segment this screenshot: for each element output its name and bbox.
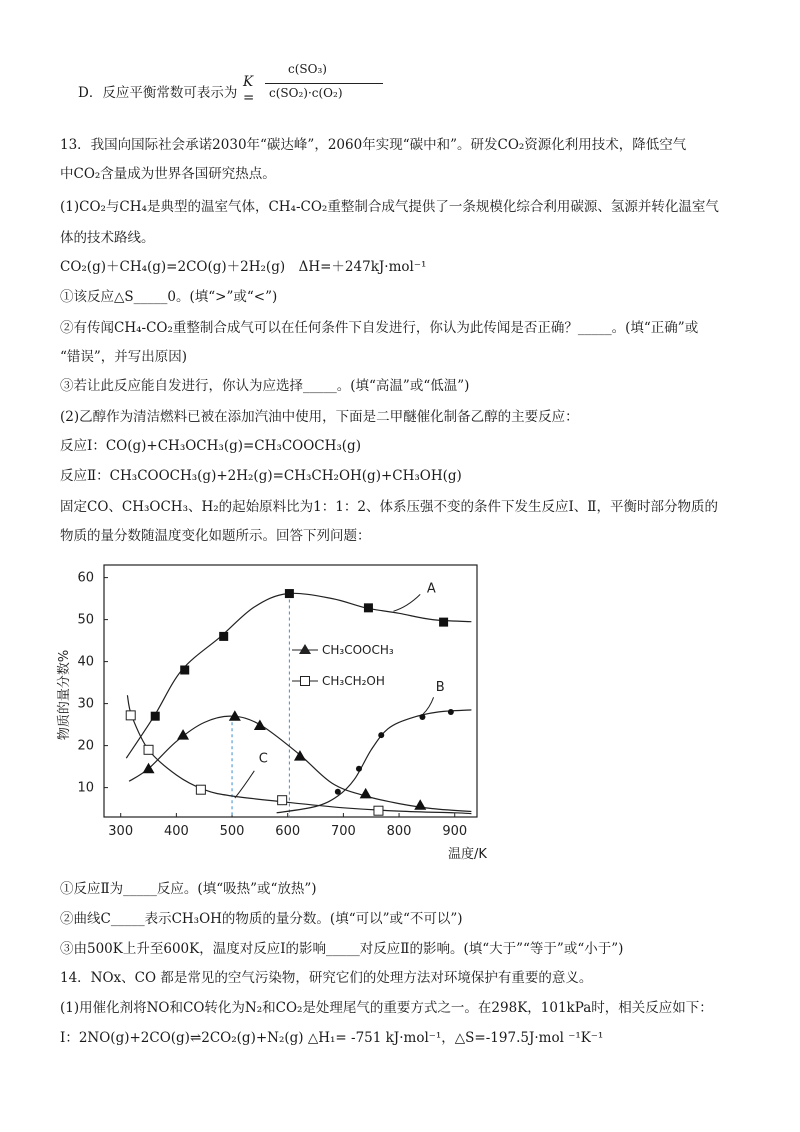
- k-symbol: K =: [243, 74, 255, 106]
- marker-series-4-point-4: [419, 714, 425, 720]
- option-d: [78, 84, 237, 102]
- q13-after3: ③由500K上升至600K，温度对反应Ⅰ的影响_____对反应Ⅱ的影响。(填“大于”“等于”或“小于”): [60, 941, 624, 957]
- x-axis-label: 温度/K: [448, 847, 487, 862]
- y-tick-label-50: 50: [77, 612, 94, 628]
- marker-series-2-point-4: [254, 719, 266, 730]
- x-tick-label-300: 300: [108, 824, 134, 839]
- marker-series-1-point-3: [219, 632, 228, 641]
- x-tick-label-600: 600: [275, 824, 301, 839]
- marker-series-4-point-3: [378, 732, 384, 738]
- x-tick-label-900: 900: [442, 824, 468, 839]
- q13-sub2-line1: ②有传闻CH₄-CO₂重整制合成气可以在任何条件下自发进行，你认为此传闻是否正确？_____。(填“正确”或: [60, 320, 699, 336]
- marker-series-1-point-1: [151, 712, 160, 721]
- y-tick-label-30: 30: [77, 696, 94, 712]
- marker-series-1-point-6: [439, 618, 448, 627]
- y-axis-label: 物质的量分数%: [57, 649, 72, 741]
- curve-series-4: [277, 710, 472, 813]
- marker-series-3-point-2: [144, 745, 153, 754]
- marker-series-4-point-5: [448, 709, 454, 715]
- q13-part1-line2: 体的技术路线。: [60, 230, 155, 246]
- curve-series-1: [126, 593, 471, 758]
- label-leader-c: [235, 771, 254, 798]
- q13-reaction2: 反应Ⅱ：CH₃COOCH₃(g)+2H₂(g)=CH₃CH₂OH(g)+CH₃OH(g): [60, 468, 462, 484]
- q13-part1-line1: (1)CO₂与CH₄是典型的温室气体，CH₄-CO₂重整制合成气提供了一条规模化综合利用碳源、氢源并转化温室气: [60, 199, 719, 215]
- marker-series-3-point-1: [126, 711, 135, 720]
- marker-series-1-point-5: [364, 603, 373, 612]
- legend-marker-ch3cooch3: [299, 644, 311, 654]
- q13-intro-line2: 中CO₂含量成为世界各国研究热点。: [60, 166, 276, 182]
- x-tick-label-400: 400: [163, 824, 189, 839]
- q14-line1: 14．NOx、CO 都是常见的空气污染物，研究它们的处理方法对环境保护有重要的意义。: [60, 970, 593, 986]
- q13-intro-line1: 13．我国向国际社会承诺2030年“碳达峰”，2060年实现“碳中和”。研发CO₂资源化利用技术，降低空气: [60, 137, 687, 153]
- label-leader-b: [423, 697, 434, 714]
- marker-series-4-point-1: [335, 789, 341, 795]
- fraction-bar: [265, 83, 383, 84]
- marker-series-3-point-3: [196, 785, 205, 794]
- q13-after1: ①反应Ⅱ为_____反应。(填“吸热”或“放热”): [60, 881, 317, 897]
- x-tick-label-800: 800: [386, 824, 412, 839]
- curve-label-a: A: [426, 581, 436, 597]
- x-tick-label-700: 700: [330, 824, 356, 839]
- q14-line3: Ⅰ：2NO(g)+2CO(g)⇌2CO₂(g)+N₂(g) △H₁= -751 kJ·mol⁻¹，△S=-197.5J·mol ⁻¹K⁻¹: [60, 1030, 604, 1046]
- y-tick-label-10: 10: [77, 780, 94, 796]
- fraction-denominator: c(SO₂)·c(O₂): [269, 86, 343, 100]
- legend-label-ch3cooch3: CH₃COOCH₃: [322, 643, 394, 657]
- marker-series-1-point-2: [180, 666, 189, 675]
- x-tick-label-500: 500: [219, 824, 245, 839]
- marker-series-1-point-4: [285, 589, 294, 598]
- q13-part2-line3: 物质的量分数随温度变化如题所示。回答下列问题：: [60, 528, 371, 544]
- marker-series-4-point-2: [356, 766, 362, 772]
- marker-series-3-point-4: [278, 796, 287, 805]
- marker-series-2-point-2: [177, 729, 189, 740]
- legend-label-ch3ch2oh: CH₃CH₂OH: [322, 674, 385, 688]
- mole-fraction-chart: [50, 555, 490, 865]
- q13-part2-line1: (2)乙醇作为清洁燃料已被在添加汽油中使用，下面是二甲醚催化制备乙醇的主要反应：: [60, 409, 579, 425]
- q13-part2-line2: 固定CO、CH₃OCH₃、H₂的起始原料比为1：1：2、体系压强不变的条件下发生反应Ⅰ、Ⅱ，平衡时部分物质的: [60, 499, 718, 515]
- plot-frame: [104, 565, 477, 817]
- q13-after2: ②曲线C_____表示CH₃OH的物质的量分数。(填“可以”或“不可以”): [60, 911, 463, 927]
- q13-sub1: ①该反应△S_____0。(填“>”或“<”): [60, 289, 278, 305]
- q13-equation: CO₂(g)＋CH₄(g)=2CO(g)＋2H₂(g) ΔH=＋247kJ·mol⁻¹: [60, 259, 427, 275]
- q13-reaction1: 反应Ⅰ：CO(g)+CH₃OCH₃(g)=CH₃COOCH₃(g): [60, 438, 361, 454]
- curve-series-2: [129, 716, 471, 811]
- legend-marker-ch3ch2oh: [301, 677, 310, 686]
- marker-series-2-point-6: [360, 788, 372, 799]
- label-leader-a: [393, 594, 420, 611]
- marker-series-3-point-5: [374, 806, 383, 815]
- option-d-text: D．反应平衡常数可表示为: [78, 85, 238, 101]
- y-tick-label-60: 60: [77, 570, 94, 586]
- q13-sub3: ③若让此反应能自发进行，你认为应选择_____。(填“高温”或“低温”): [60, 378, 470, 394]
- marker-series-2-point-7: [414, 799, 426, 810]
- y-tick-label-20: 20: [77, 738, 94, 754]
- curve-label-b: B: [435, 680, 445, 695]
- marker-series-2-point-3: [229, 710, 241, 721]
- curve-label-c: C: [258, 751, 268, 767]
- q14-line2: (1)用催化剂将NO和CO转化为N₂和CO₂是处理尾气的重要方式之一。在298K，101kPa时，相关反应如下：: [60, 1000, 713, 1016]
- fraction-numerator: c(SO₃): [288, 62, 327, 76]
- q13-sub2-line2: “错误”，并写出原因): [60, 349, 188, 365]
- y-tick-label-40: 40: [77, 654, 94, 670]
